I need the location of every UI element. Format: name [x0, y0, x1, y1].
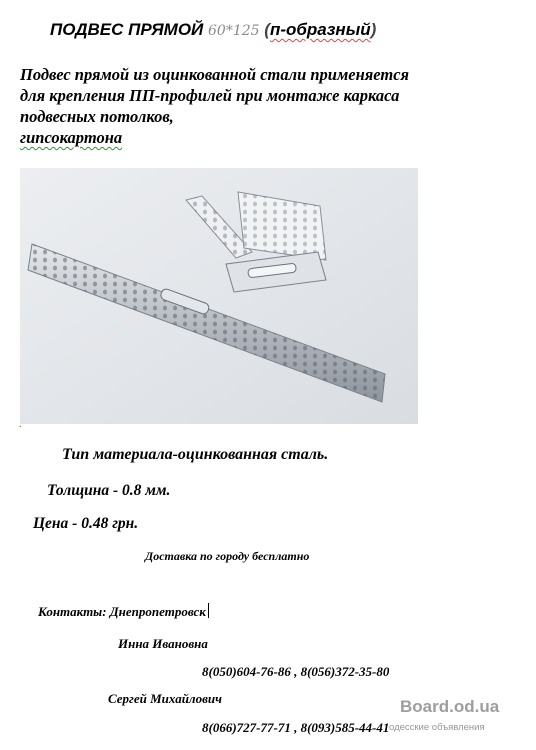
- title-dimensions: 60*125: [208, 23, 260, 39]
- document-title: [50, 20, 376, 40]
- material-type: [62, 446, 328, 464]
- thickness-text: Толщина - 0.8 мм.: [47, 482, 171, 499]
- title-shape: п-образный: [269, 20, 371, 39]
- intro-line-4: гипсокартона: [20, 128, 123, 147]
- material-text: Тип материала-оцинкованная сталь.: [62, 446, 329, 463]
- text-cursor: [208, 603, 209, 618]
- product-photo: [20, 168, 418, 424]
- contact-1-phones: 8(050)604-76-86 , 8(056)372-35-80: [202, 664, 390, 679]
- watermark-subtitle: одесские объявления: [389, 722, 485, 733]
- contacts-label-text: Контакты: Днепропетровск: [38, 604, 206, 619]
- intro-paragraph: [20, 64, 520, 148]
- title-main: ПОДВЕС ПРЯМОЙ: [50, 20, 204, 39]
- title-paren-open: (: [264, 20, 270, 39]
- watermark-site: Board.od.ua: [400, 697, 500, 716]
- intro-line-1: Подвес прямой из оцинкованной стали применяется: [20, 65, 410, 84]
- contacts-label: [38, 603, 209, 620]
- title-paren-close: ): [370, 20, 377, 39]
- delivery-text: Доставка по городу бесплатно: [145, 549, 310, 563]
- bullet-dot: .: [19, 419, 22, 430]
- intro-line-2: для крепления ПП-профилей при монтаже каркаса: [20, 86, 400, 105]
- contact-2-phones: 8(066)727-77-71 , 8(093)585-44-41: [202, 720, 390, 735]
- contact-1-name: Инна Ивановна: [118, 636, 208, 651]
- intro-line-3: подвесных потолков,: [20, 107, 174, 126]
- price-text: Цена - 0.48 грн.: [33, 515, 139, 532]
- contact-2-name: Сергей Михайлович: [108, 691, 222, 706]
